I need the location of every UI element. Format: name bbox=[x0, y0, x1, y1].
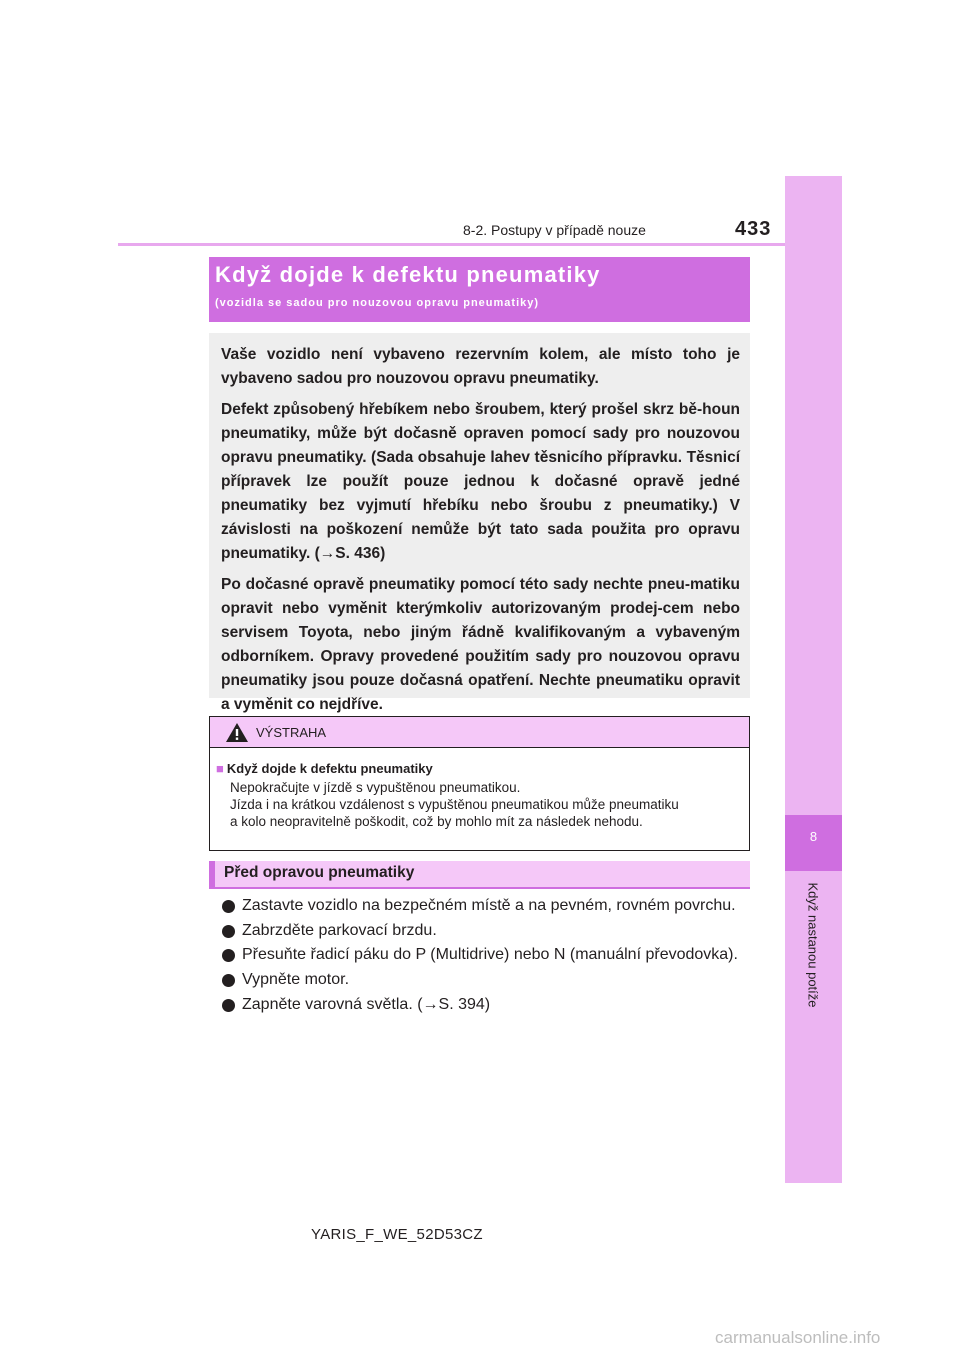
subheading-underline bbox=[209, 887, 750, 889]
warning-line: Nepokračujte v jízdě s vypuštěnou pneumatikou. bbox=[230, 780, 521, 795]
step-text: Zastavte vozidlo na bezpečném místě a na pevném, rovném povrchu. bbox=[242, 897, 736, 914]
warning-heading-text: Když dojde k defektu pneumatiky bbox=[226, 761, 433, 776]
bullet-dot-icon bbox=[222, 949, 235, 962]
step-item bbox=[210, 943, 755, 968]
bullet-dot-icon bbox=[222, 999, 235, 1012]
step-text: Zapněte varovná světla. (→S. 394) bbox=[242, 995, 491, 1013]
bullet-dot-icon bbox=[222, 900, 235, 913]
header-rule bbox=[118, 243, 785, 246]
step-item bbox=[210, 919, 755, 944]
warning-text bbox=[230, 779, 679, 830]
section-subtitle: (vozidla se sadou pro nouzovou opravu pneumatiky) bbox=[215, 297, 540, 309]
bullet-dot-icon bbox=[222, 974, 235, 987]
step-item bbox=[210, 894, 755, 919]
step-text: Vypněte motor. bbox=[242, 971, 350, 989]
document-code: YARIS_F_WE_52D53CZ bbox=[311, 1226, 483, 1243]
warning-triangle-icon bbox=[225, 722, 249, 748]
step-text: Zabrzděte parkovací brzdu. bbox=[242, 921, 437, 939]
chapter-side-tab bbox=[785, 176, 842, 1183]
step-item bbox=[210, 993, 755, 1018]
section-reference: 8-2. Postupy v případě nouze bbox=[463, 222, 646, 238]
warning-heading bbox=[216, 761, 433, 776]
section-title: Když dojde k defektu pneumatiky bbox=[215, 262, 601, 287]
intro-paragraph: Defekt způsobený hřebíkem nebo šroubem, který prošel skrz bě-houn pneumatiky, může být dočasně opraven pomocí sady pro nouzovou opravu pneumatiky. (Sada obsahuje lahev těsnicího přípravku. Těsnicí přípravek lze použít pouze jednou k dočasné opravě jedné pneumatiky bez vyjmutí hřebíku nebo šroubu z pneumatiky.) V závislosti na poškození nemůže být tato sada použita pro opravu pneumatiky. (→S. 436) bbox=[221, 401, 740, 562]
subheading: Před opravou pneumatiky bbox=[224, 864, 415, 881]
warning-line: a kolo neopravitelně poškodit, což by mohlo mít za následek nehodu. bbox=[230, 814, 643, 829]
intro-paragraph: Po dočasné opravě pneumatiky pomocí této sady nechte pneu-matiku opravit nebo vyměnit kterýmkoliv autorizovaným prodej-cem nebo servisem Toyota, nebo jiným řádně kvalifikovaným a vybaveným odborníkem. Opravy provedené použitím sady pro nouzovou opravu pneumatiky jsou pouze dočasná opatření. Nechte pneumatiku opravit a vyměnit co nejdříve. bbox=[221, 576, 740, 713]
warning-title: VÝSTRAHA bbox=[256, 725, 327, 740]
warning-box bbox=[209, 716, 750, 851]
chapter-number: 8 bbox=[809, 829, 818, 844]
intro-box bbox=[209, 333, 750, 713]
square-bullet-icon: ■ bbox=[216, 761, 224, 776]
subheading-accent bbox=[209, 861, 215, 887]
warning-header bbox=[210, 717, 749, 748]
step-text: Přesuňte řadicí páku do P (Multidrive) nebo N (manuální převodovka). bbox=[242, 946, 738, 964]
watermark: carmanualsonline.info bbox=[715, 1328, 881, 1347]
page-number: 433 bbox=[735, 218, 772, 240]
warning-line: Jízda i na krátkou vzdálenost s vypuštěnou pneumatikou může pneumatiku bbox=[230, 797, 679, 812]
chapter-label: Když nastanou potíže bbox=[805, 882, 821, 1008]
bullet-dot-icon bbox=[222, 925, 235, 938]
steps-list bbox=[210, 894, 755, 1017]
step-item bbox=[210, 968, 755, 993]
intro-paragraph: Vaše vozidlo není vybaveno rezervním kolem, ale místo toho je vybaveno sadou pro nouzovou opravu pneumatiky. bbox=[221, 346, 740, 387]
